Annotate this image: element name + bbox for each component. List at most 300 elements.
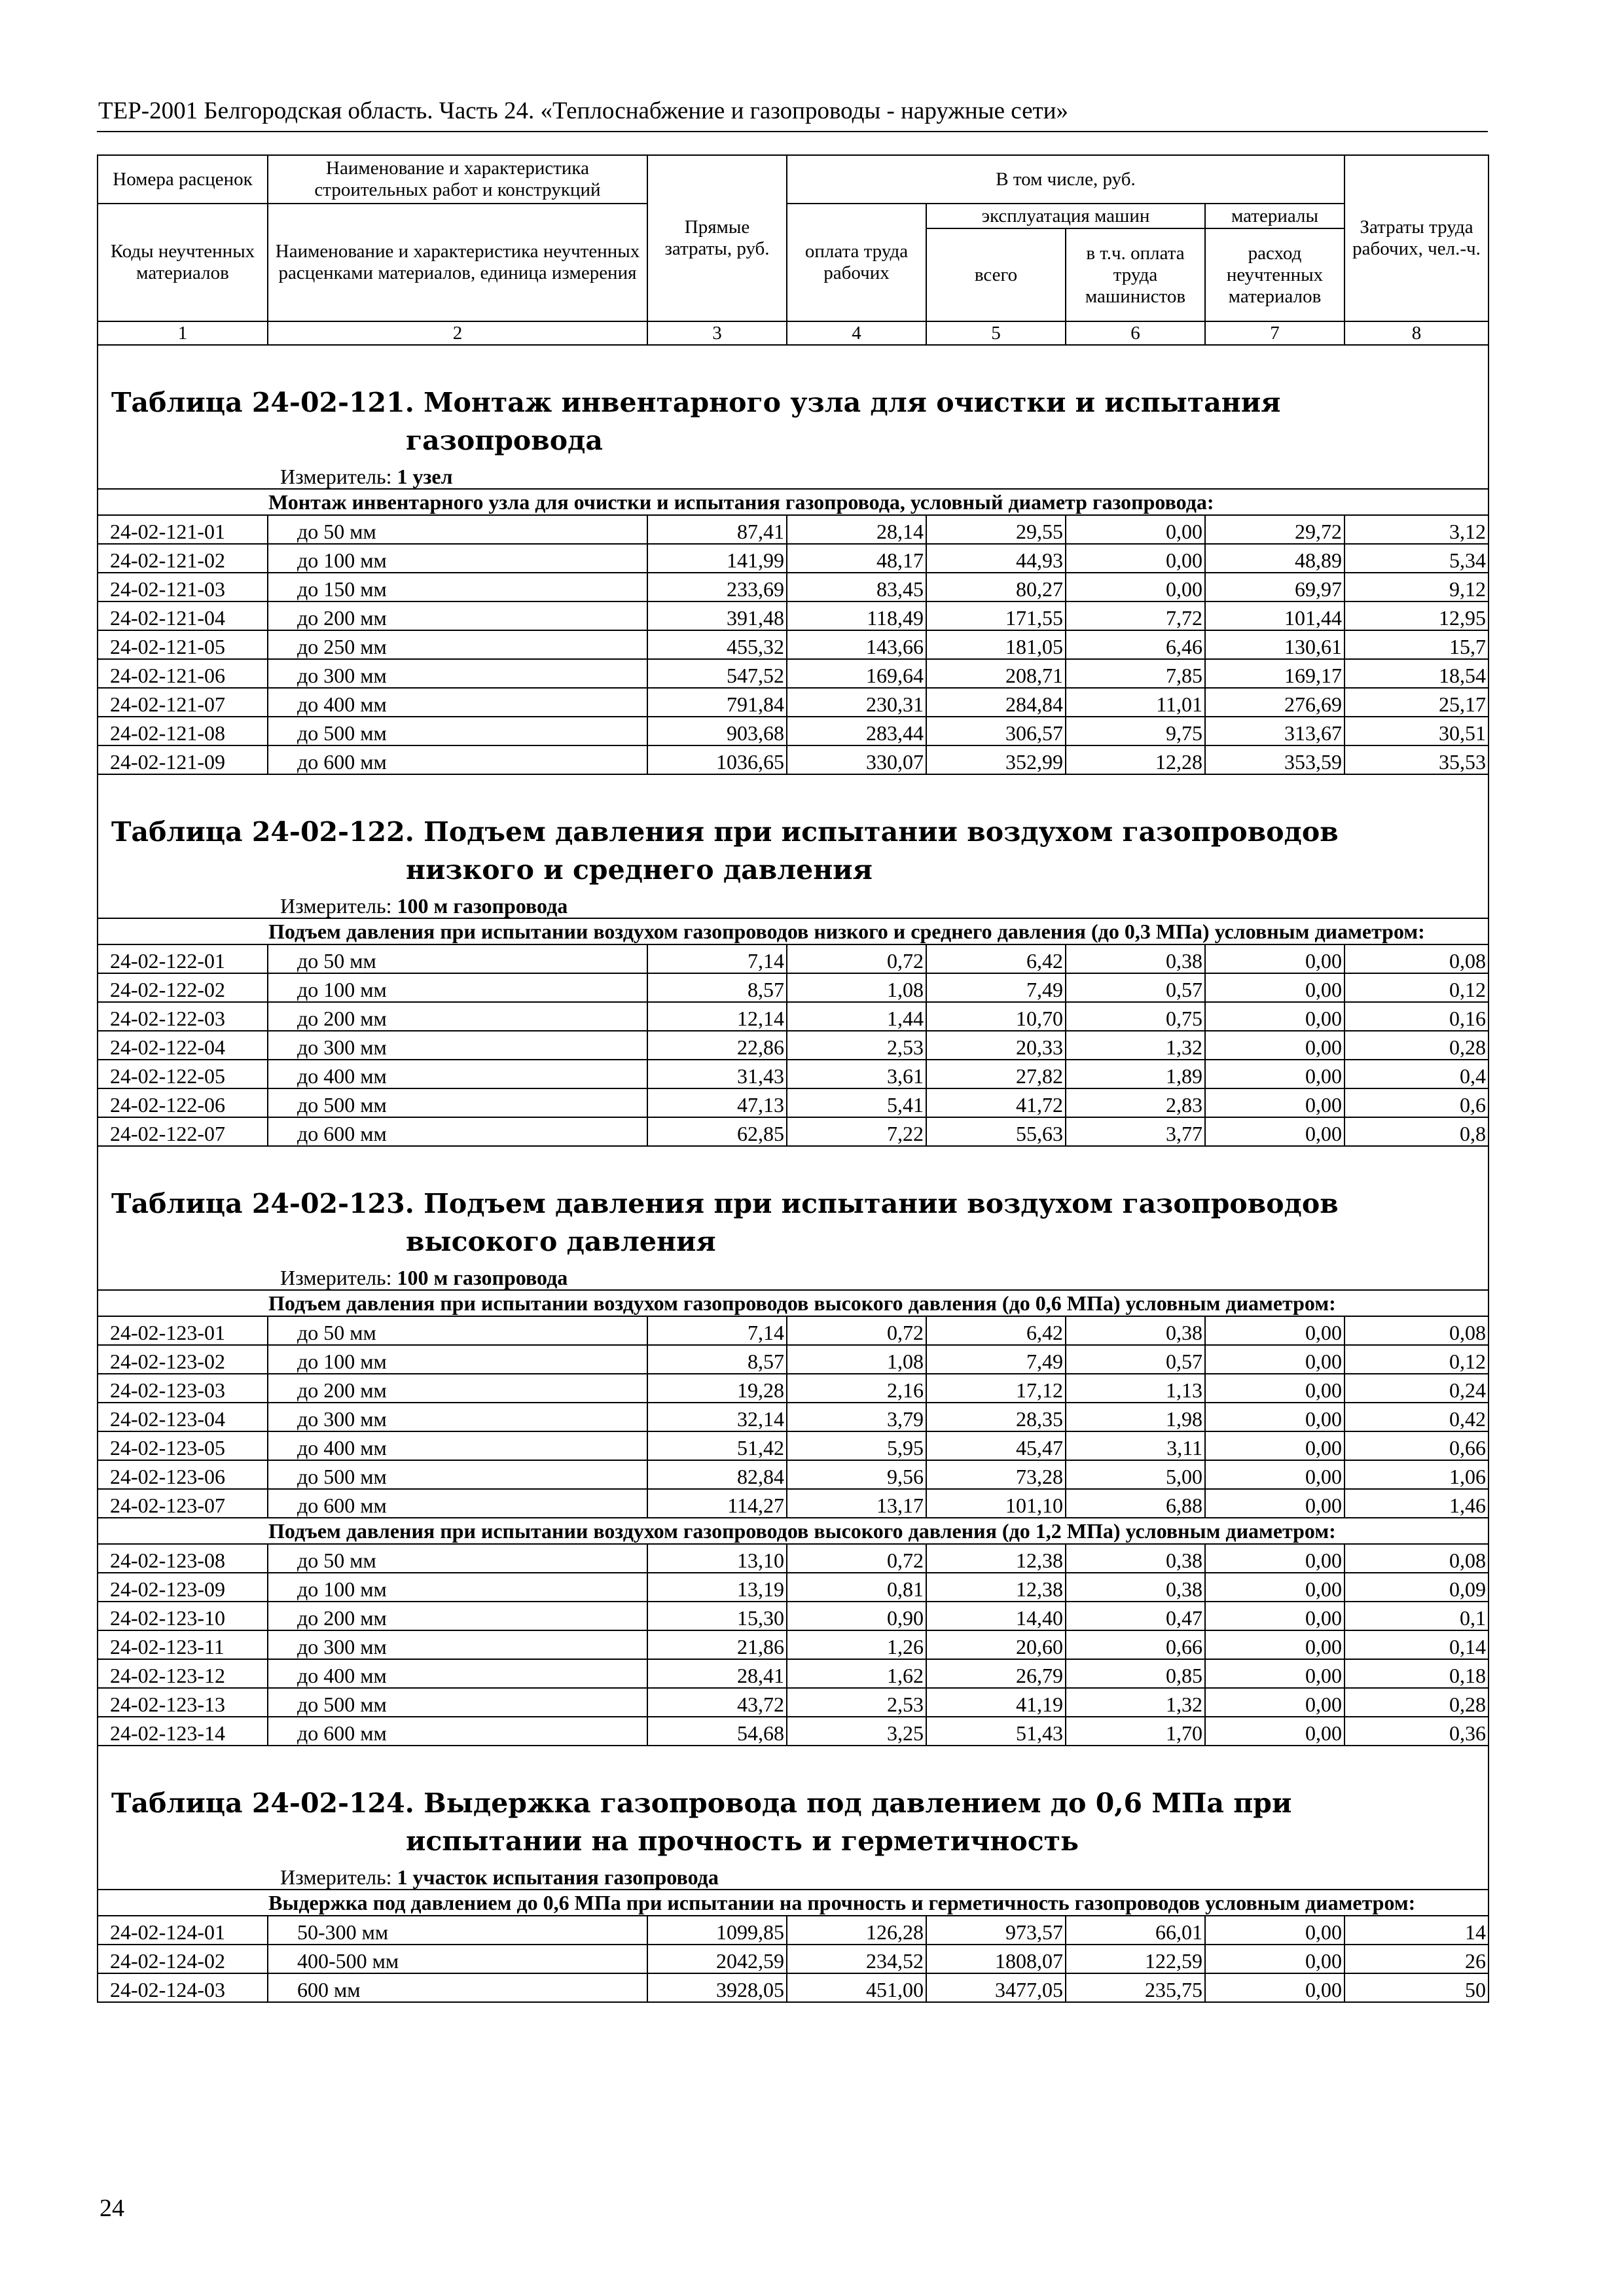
header-operator-pay: в т.ч. оплата труда машинистов — [1066, 228, 1205, 321]
operator-pay: 3,11 — [1066, 1431, 1205, 1460]
machines-total: 45,47 — [926, 1431, 1066, 1460]
worker-pay: 0,72 — [787, 1316, 926, 1345]
table-row — [98, 1945, 1489, 1973]
rate-name: до 100 мм — [268, 1345, 647, 1374]
operator-pay: 7,72 — [1066, 601, 1205, 630]
table-row — [98, 688, 1489, 717]
labor-hours: 15,7 — [1344, 630, 1489, 659]
rate-name: до 50 мм — [268, 944, 647, 973]
section-heading-row — [98, 1290, 1489, 1316]
materials-cost: 0,00 — [1205, 1431, 1344, 1460]
table-row — [98, 1316, 1489, 1345]
worker-pay: 2,53 — [787, 1688, 926, 1717]
worker-pay: 330,07 — [787, 745, 926, 774]
rate-code: 24-02-122-04 — [98, 1031, 268, 1060]
materials-cost: 0,00 — [1205, 1602, 1344, 1630]
measure-value: 100 м газопровода — [397, 894, 568, 918]
labor-hours: 0,66 — [1344, 1431, 1489, 1460]
measure-row — [98, 889, 1489, 918]
operator-pay: 1,13 — [1066, 1374, 1205, 1403]
table-row — [98, 544, 1489, 573]
materials-cost: 0,00 — [1205, 1717, 1344, 1746]
machines-total: 27,82 — [926, 1060, 1066, 1088]
operator-pay: 11,01 — [1066, 688, 1205, 717]
labor-hours: 0,4 — [1344, 1060, 1489, 1088]
machines-total: 181,05 — [926, 630, 1066, 659]
table-title-cell — [98, 1146, 1489, 1261]
direct-costs: 62,85 — [647, 1117, 787, 1146]
materials-cost: 0,00 — [1205, 1031, 1344, 1060]
materials-cost: 69,97 — [1205, 573, 1344, 601]
header-work-name: Наименование и характеристика строительных работ и конструкций — [268, 155, 647, 204]
worker-pay: 3,61 — [787, 1060, 926, 1088]
table-title: Таблица 24-02-124. Выдержка газопровода под давлением до 0,6 МПа при испытании на прочность и герметичность — [111, 1787, 1292, 1857]
rate-name: 600 мм — [268, 1973, 647, 2002]
table-title-cell — [98, 1746, 1489, 1860]
direct-costs: 19,28 — [647, 1374, 787, 1403]
header-material-names: Наименование и характеристика неучтенных расценками материалов, единица измерения — [268, 204, 647, 321]
table-title: Таблица 24-02-121. Монтаж инвентарного узла для очистки и испытания газопровода — [111, 387, 1281, 456]
measure-cell — [98, 1261, 1489, 1290]
machines-total: 55,63 — [926, 1117, 1066, 1146]
rate-code: 24-02-121-08 — [98, 717, 268, 745]
machines-total: 10,70 — [926, 1002, 1066, 1031]
header-rule — [97, 131, 1488, 132]
header-labor-costs: Затраты труда рабочих, чел.-ч. — [1344, 155, 1489, 321]
materials-cost: 169,17 — [1205, 659, 1344, 688]
column-number: 2 — [268, 321, 647, 345]
labor-hours: 1,06 — [1344, 1460, 1489, 1489]
direct-costs: 28,41 — [647, 1659, 787, 1688]
machines-total: 12,38 — [926, 1573, 1066, 1602]
measure — [280, 465, 453, 488]
rate-name: до 500 мм — [268, 1460, 647, 1489]
labor-hours: 0,08 — [1344, 1544, 1489, 1573]
materials-cost: 0,00 — [1205, 1316, 1344, 1345]
rate-name: 50-300 мм — [268, 1916, 647, 1945]
measure-row — [98, 459, 1489, 489]
labor-hours: 18,54 — [1344, 659, 1489, 688]
direct-costs: 3928,05 — [647, 1973, 787, 2002]
materials-cost: 48,89 — [1205, 544, 1344, 573]
worker-pay: 83,45 — [787, 573, 926, 601]
rate-code: 24-02-122-01 — [98, 944, 268, 973]
rate-code: 24-02-122-07 — [98, 1117, 268, 1146]
header-unaccounted-materials: расход неучтенных материалов — [1205, 228, 1344, 321]
rate-name: до 100 мм — [268, 1573, 647, 1602]
materials-cost: 0,00 — [1205, 1573, 1344, 1602]
operator-pay: 122,59 — [1066, 1945, 1205, 1973]
measure-label: Измеритель: — [280, 894, 392, 918]
machines-total: 3477,05 — [926, 1973, 1066, 2002]
machines-total: 29,55 — [926, 515, 1066, 544]
rate-code: 24-02-121-06 — [98, 659, 268, 688]
machines-total: 7,49 — [926, 973, 1066, 1002]
machines-total: 284,84 — [926, 688, 1066, 717]
direct-costs: 54,68 — [647, 1717, 787, 1746]
rate-code: 24-02-123-13 — [98, 1688, 268, 1717]
rate-name: до 250 мм — [268, 630, 647, 659]
column-number: 8 — [1344, 321, 1489, 345]
rate-name: 400-500 мм — [268, 1945, 647, 1973]
direct-costs: 13,19 — [647, 1573, 787, 1602]
operator-pay: 9,75 — [1066, 717, 1205, 745]
materials-cost: 101,44 — [1205, 601, 1344, 630]
materials-cost: 0,00 — [1205, 1916, 1344, 1945]
rate-code: 24-02-123-04 — [98, 1403, 268, 1431]
labor-hours: 0,16 — [1344, 1002, 1489, 1031]
rate-code: 24-02-124-01 — [98, 1916, 268, 1945]
table-row — [98, 1117, 1489, 1146]
table-row — [98, 1573, 1489, 1602]
operator-pay: 0,38 — [1066, 1573, 1205, 1602]
worker-pay: 118,49 — [787, 601, 926, 630]
labor-hours: 1,46 — [1344, 1489, 1489, 1518]
rate-name: до 50 мм — [268, 515, 647, 544]
direct-costs: 13,10 — [647, 1544, 787, 1573]
direct-costs: 22,86 — [647, 1031, 787, 1060]
rate-code: 24-02-124-03 — [98, 1973, 268, 2002]
operator-pay: 0,66 — [1066, 1630, 1205, 1659]
table-title: Таблица 24-02-122. Подъем давления при испытании воздухом газопроводов низкого и среднего давления — [111, 816, 1339, 886]
column-number: 4 — [787, 321, 926, 345]
table-row — [98, 1544, 1489, 1573]
table-row — [98, 1973, 1489, 2002]
measure-label: Измеритель: — [280, 1865, 392, 1889]
operator-pay: 0,38 — [1066, 1316, 1205, 1345]
rate-name: до 200 мм — [268, 1602, 647, 1630]
worker-pay: 234,52 — [787, 1945, 926, 1973]
direct-costs: 1099,85 — [647, 1916, 787, 1945]
section-heading-row — [98, 918, 1489, 944]
materials-cost: 0,00 — [1205, 1630, 1344, 1659]
rate-name: до 100 мм — [268, 544, 647, 573]
table-title-cell — [98, 345, 1489, 459]
materials-cost: 276,69 — [1205, 688, 1344, 717]
materials-cost: 0,00 — [1205, 1088, 1344, 1117]
materials-cost: 0,00 — [1205, 1945, 1344, 1973]
direct-costs: 547,52 — [647, 659, 787, 688]
rate-name: до 50 мм — [268, 1544, 647, 1573]
worker-pay: 1,08 — [787, 1345, 926, 1374]
rate-code: 24-02-121-07 — [98, 688, 268, 717]
rate-name: до 100 мм — [268, 973, 647, 1002]
table-row — [98, 1460, 1489, 1489]
worker-pay: 13,17 — [787, 1489, 926, 1518]
table-row — [98, 1031, 1489, 1060]
measure-cell — [98, 889, 1489, 918]
column-number-row — [98, 321, 1489, 345]
labor-hours: 0,6 — [1344, 1088, 1489, 1117]
direct-costs: 141,99 — [647, 544, 787, 573]
direct-costs: 87,41 — [647, 515, 787, 544]
operator-pay: 0,38 — [1066, 944, 1205, 973]
labor-hours: 0,12 — [1344, 1345, 1489, 1374]
worker-pay: 3,25 — [787, 1717, 926, 1746]
table-row — [98, 1602, 1489, 1630]
table-row — [98, 1489, 1489, 1518]
worker-pay: 48,17 — [787, 544, 926, 573]
rate-name: до 300 мм — [268, 1403, 647, 1431]
labor-hours: 0,18 — [1344, 1659, 1489, 1688]
materials-cost: 0,00 — [1205, 973, 1344, 1002]
worker-pay: 9,56 — [787, 1460, 926, 1489]
table-row — [98, 1659, 1489, 1688]
operator-pay: 1,32 — [1066, 1688, 1205, 1717]
operator-pay: 1,70 — [1066, 1717, 1205, 1746]
labor-hours: 0,1 — [1344, 1602, 1489, 1630]
labor-hours: 35,53 — [1344, 745, 1489, 774]
labor-hours: 5,34 — [1344, 544, 1489, 573]
worker-pay: 0,72 — [787, 1544, 926, 1573]
materials-cost: 0,00 — [1205, 1460, 1344, 1489]
direct-costs: 903,68 — [647, 717, 787, 745]
direct-costs: 21,86 — [647, 1630, 787, 1659]
operator-pay: 12,28 — [1066, 745, 1205, 774]
table-row — [98, 1374, 1489, 1403]
header-direct-costs: Прямые затраты, руб. — [647, 155, 787, 321]
rate-code: 24-02-121-05 — [98, 630, 268, 659]
materials-cost: 0,00 — [1205, 1489, 1344, 1518]
direct-costs: 2042,59 — [647, 1945, 787, 1973]
materials-cost: 0,00 — [1205, 1544, 1344, 1573]
rate-name: до 200 мм — [268, 1002, 647, 1031]
operator-pay: 0,85 — [1066, 1659, 1205, 1688]
table-row — [98, 601, 1489, 630]
labor-hours: 9,12 — [1344, 573, 1489, 601]
operator-pay: 0,47 — [1066, 1602, 1205, 1630]
table-row — [98, 1431, 1489, 1460]
measure-value: 100 м газопровода — [397, 1266, 568, 1289]
direct-costs: 31,43 — [647, 1060, 787, 1088]
labor-hours: 50 — [1344, 1973, 1489, 2002]
header-including: В том числе, руб. — [787, 155, 1344, 204]
materials-cost: 0,00 — [1205, 1117, 1344, 1146]
rate-name: до 600 мм — [268, 745, 647, 774]
worker-pay: 5,95 — [787, 1431, 926, 1460]
column-header-row-2 — [98, 204, 1489, 228]
machines-total: 208,71 — [926, 659, 1066, 688]
operator-pay: 6,88 — [1066, 1489, 1205, 1518]
table-title-row — [98, 1746, 1489, 1860]
worker-pay: 2,16 — [787, 1374, 926, 1403]
section-heading: Подъем давления при испытании воздухом газопроводов низкого и среднего давления (до 0,3 МПа) условным диаметром: — [98, 918, 1489, 944]
operator-pay: 7,85 — [1066, 659, 1205, 688]
column-number: 5 — [926, 321, 1066, 345]
worker-pay: 0,72 — [787, 944, 926, 973]
measure — [280, 894, 568, 918]
operator-pay: 0,57 — [1066, 973, 1205, 1002]
header-machines: эксплуатация машин — [926, 204, 1205, 228]
direct-costs: 7,14 — [647, 944, 787, 973]
table-row — [98, 1060, 1489, 1088]
table-row — [98, 1088, 1489, 1117]
machines-total: 51,43 — [926, 1717, 1066, 1746]
direct-costs: 32,14 — [647, 1403, 787, 1431]
direct-costs: 791,84 — [647, 688, 787, 717]
section-heading-row — [98, 489, 1489, 515]
rate-name: до 300 мм — [268, 1031, 647, 1060]
labor-hours: 26 — [1344, 1945, 1489, 1973]
table-title-row — [98, 774, 1489, 889]
worker-pay: 451,00 — [787, 1973, 926, 2002]
measure — [280, 1266, 568, 1289]
section-heading: Подъем давления при испытании воздухом газопроводов высокого давления (до 1,2 МПа) условным диаметром: — [98, 1518, 1489, 1544]
operator-pay: 0,00 — [1066, 515, 1205, 544]
operator-pay: 0,00 — [1066, 573, 1205, 601]
column-number: 6 — [1066, 321, 1205, 345]
worker-pay: 1,44 — [787, 1002, 926, 1031]
machines-total: 973,57 — [926, 1916, 1066, 1945]
header-machines-total: всего — [926, 228, 1066, 321]
worker-pay: 0,90 — [787, 1602, 926, 1630]
machines-total: 101,10 — [926, 1489, 1066, 1518]
materials-cost: 0,00 — [1205, 1688, 1344, 1717]
materials-cost: 313,67 — [1205, 717, 1344, 745]
direct-costs: 43,72 — [647, 1688, 787, 1717]
machines-total: 20,33 — [926, 1031, 1066, 1060]
table-title-cell — [98, 774, 1489, 889]
worker-pay: 1,62 — [787, 1659, 926, 1688]
column-number: 7 — [1205, 321, 1344, 345]
direct-costs: 391,48 — [647, 601, 787, 630]
operator-pay: 0,75 — [1066, 1002, 1205, 1031]
labor-hours: 0,08 — [1344, 944, 1489, 973]
rate-code: 24-02-123-14 — [98, 1717, 268, 1746]
operator-pay: 3,77 — [1066, 1117, 1205, 1146]
rate-name: до 500 мм — [268, 1688, 647, 1717]
machines-total: 20,60 — [926, 1630, 1066, 1659]
direct-costs: 8,57 — [647, 973, 787, 1002]
table-body — [98, 155, 1489, 2002]
materials-cost: 0,00 — [1205, 1345, 1344, 1374]
operator-pay: 1,89 — [1066, 1060, 1205, 1088]
table-row — [98, 1717, 1489, 1746]
section-heading: Монтаж инвентарного узла для очистки и испытания газопровода, условный диаметр газопровода: — [98, 489, 1489, 515]
rate-name: до 300 мм — [268, 1630, 647, 1659]
direct-costs: 233,69 — [647, 573, 787, 601]
rate-code: 24-02-122-06 — [98, 1088, 268, 1117]
measure-label: Измеритель: — [280, 465, 392, 488]
rate-name: до 200 мм — [268, 1374, 647, 1403]
measure — [280, 1865, 719, 1889]
worker-pay: 230,31 — [787, 688, 926, 717]
machines-total: 171,55 — [926, 601, 1066, 630]
header-materials: материалы — [1205, 204, 1344, 228]
labor-hours: 25,17 — [1344, 688, 1489, 717]
rate-name: до 400 мм — [268, 1431, 647, 1460]
materials-cost: 29,72 — [1205, 515, 1344, 544]
rate-code: 24-02-124-02 — [98, 1945, 268, 1973]
labor-hours: 0,36 — [1344, 1717, 1489, 1746]
rate-code: 24-02-123-02 — [98, 1345, 268, 1374]
labor-hours: 0,8 — [1344, 1117, 1489, 1146]
materials-cost: 0,00 — [1205, 944, 1344, 973]
worker-pay: 169,64 — [787, 659, 926, 688]
rate-name: до 200 мм — [268, 601, 647, 630]
labor-hours: 3,12 — [1344, 515, 1489, 544]
table-row — [98, 944, 1489, 973]
worker-pay: 3,79 — [787, 1403, 926, 1431]
machines-total: 41,19 — [926, 1688, 1066, 1717]
labor-hours: 0,42 — [1344, 1403, 1489, 1431]
worker-pay: 143,66 — [787, 630, 926, 659]
worker-pay: 283,44 — [787, 717, 926, 745]
direct-costs: 455,32 — [647, 630, 787, 659]
operator-pay: 1,98 — [1066, 1403, 1205, 1431]
rate-code: 24-02-123-05 — [98, 1431, 268, 1460]
machines-total: 26,79 — [926, 1659, 1066, 1688]
rate-code: 24-02-123-08 — [98, 1544, 268, 1573]
materials-cost: 0,00 — [1205, 1060, 1344, 1088]
direct-costs: 51,42 — [647, 1431, 787, 1460]
table-title: Таблица 24-02-123. Подъем давления при испытании воздухом газопроводов высокого давления — [111, 1188, 1339, 1257]
operator-pay: 1,32 — [1066, 1031, 1205, 1060]
table-row — [98, 1403, 1489, 1431]
labor-hours: 0,24 — [1344, 1374, 1489, 1403]
rate-code: 24-02-123-12 — [98, 1659, 268, 1688]
rate-name: до 400 мм — [268, 1659, 647, 1688]
operator-pay: 0,00 — [1066, 544, 1205, 573]
labor-hours: 0,09 — [1344, 1573, 1489, 1602]
section-heading-row — [98, 1518, 1489, 1544]
header-worker-pay: оплата труда рабочих — [787, 204, 926, 321]
operator-pay: 66,01 — [1066, 1916, 1205, 1945]
column-header-row-1 — [98, 155, 1489, 204]
operator-pay: 2,83 — [1066, 1088, 1205, 1117]
worker-pay: 126,28 — [787, 1916, 926, 1945]
direct-costs: 1036,65 — [647, 745, 787, 774]
measure-label: Измеритель: — [280, 1266, 392, 1289]
materials-cost: 0,00 — [1205, 1374, 1344, 1403]
worker-pay: 0,81 — [787, 1573, 926, 1602]
machines-total: 14,40 — [926, 1602, 1066, 1630]
rate-code: 24-02-123-09 — [98, 1573, 268, 1602]
rate-code: 24-02-121-02 — [98, 544, 268, 573]
labor-hours: 0,28 — [1344, 1688, 1489, 1717]
section-heading-row — [98, 1890, 1489, 1916]
machines-total: 352,99 — [926, 745, 1066, 774]
rate-name: до 600 мм — [268, 1489, 647, 1518]
measure-value: 1 узел — [397, 465, 453, 488]
section-heading: Выдержка под давлением до 0,6 МПа при испытании на прочность и герметичность газопроводов условным диаметром: — [98, 1890, 1489, 1916]
machines-total: 7,49 — [926, 1345, 1066, 1374]
rate-code: 24-02-121-09 — [98, 745, 268, 774]
rate-name: до 500 мм — [268, 1088, 647, 1117]
table-title-row — [98, 1146, 1489, 1261]
rate-code: 24-02-123-11 — [98, 1630, 268, 1659]
rates-document — [97, 154, 1488, 2003]
section-heading: Подъем давления при испытании воздухом газопроводов высокого давления (до 0,6 МПа) условным диаметром: — [98, 1290, 1489, 1316]
direct-costs: 15,30 — [647, 1602, 787, 1630]
table-row — [98, 1688, 1489, 1717]
rate-code: 24-02-123-01 — [98, 1316, 268, 1345]
operator-pay: 0,57 — [1066, 1345, 1205, 1374]
labor-hours: 0,14 — [1344, 1630, 1489, 1659]
labor-hours: 0,12 — [1344, 973, 1489, 1002]
measure-value: 1 участок испытания газопровода — [397, 1865, 719, 1889]
worker-pay: 1,08 — [787, 973, 926, 1002]
labor-hours: 0,28 — [1344, 1031, 1489, 1060]
page-number: 24 — [99, 2195, 124, 2222]
direct-costs: 8,57 — [647, 1345, 787, 1374]
operator-pay: 5,00 — [1066, 1460, 1205, 1489]
rate-code: 24-02-123-06 — [98, 1460, 268, 1489]
table-row — [98, 573, 1489, 601]
machines-total: 80,27 — [926, 573, 1066, 601]
operator-pay: 0,38 — [1066, 1544, 1205, 1573]
measure-row — [98, 1860, 1489, 1890]
